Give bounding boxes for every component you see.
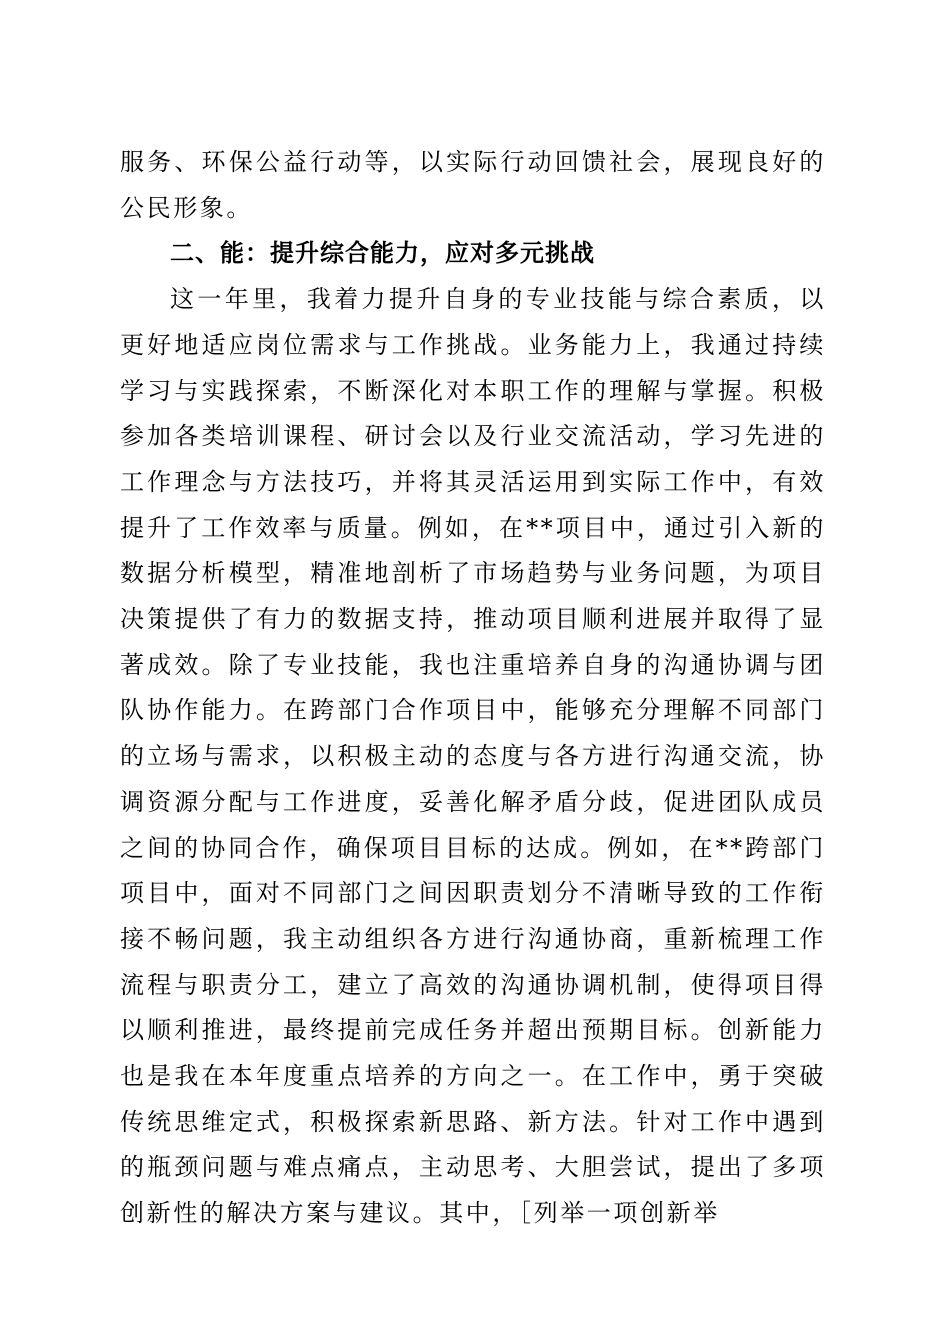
paragraph-continuation: 服务、环保公益行动等，以实际行动回馈社会，展现良好的公民形象。 — [120, 148, 826, 222]
section-heading: 二、能：提升综合能力，应对多元挑战 — [170, 239, 595, 268]
section-body-paragraph: 这一年里，我着力提升自身的专业技能与综合素质，以更好地适应岗位需求与工作挑战。业务能力上，我通过持续学习与实践探索，不断深化对本职工作的理解与掌握。积极参加各类培训课程、研讨会以及行业交流活动，学习先进的工作理念与方法技巧，并将其灵活运用到实际工作中，有效提升了工作效率与质量。例如，在**项目中，通过引入新的数据分析模型，精准地剖析了市场趋势与业务问题，为项目决策提供了有力的数据支持，推动项目顺利进展并取得了显著成效。除了专业技能，我也注重培养自身的沟通协调与团队协作能力。在跨部门合作项目中，能够充分理解不同部门的立场与需求，以积极主动的态度与各方进行沟通交流，协调资源分配与工作进度，妥善化解矛盾分歧，促进团队成员之间的协同合作，确保项目目标的达成。例如，在**跨部门项目中，面对不同部门之间因职责划分不清晰导致的工作衔接不畅问题，我主动组织各方进行沟通协商，重新梳理工作流程与职责分工，建立了高效的沟通协调机制，使得项目得以顺利推进，最终提前完成任务并超出预期目标。创新能力也是我在本年度重点培养的方向之一。在工作中，勇于突破传统思维定式，积极探索新思路、新方法。针对工作中遇到的瓶颈问题与难点痛点，主动思考、大胆尝试，提出了多项创新性的解决方案与建议。其中，［列举一项创新举 — [120, 285, 826, 1228]
document-body — [120, 140, 826, 1237]
